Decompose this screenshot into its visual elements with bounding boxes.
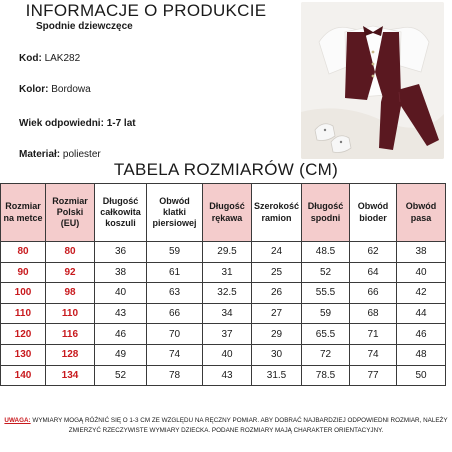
table-cell: 29 — [252, 324, 302, 345]
spec-code — [19, 53, 80, 64]
table-cell: 43 — [203, 365, 252, 386]
table-cell: 34 — [203, 303, 252, 324]
table-cell: 43 — [95, 303, 147, 324]
table-cell: 50 — [397, 365, 446, 386]
table-cell: 59 — [147, 242, 203, 263]
table-cell: 44 — [397, 303, 446, 324]
cell-size-label: 100 — [1, 283, 46, 304]
table-cell: 40 — [203, 344, 252, 365]
product-subtitle: Spodnie dziewczęce — [36, 21, 133, 32]
table-row — [1, 365, 446, 386]
page-title: INFORMACJE O PRODUKCIE — [25, 1, 267, 20]
table-cell: 78.5 — [302, 365, 350, 386]
header-size-label: Rozmiar na metce — [1, 184, 46, 242]
suit-photo-icon — [301, 2, 444, 159]
size-table-header-row — [1, 184, 446, 242]
table-cell: 42 — [397, 283, 446, 304]
table-cell: 70 — [147, 324, 203, 345]
header-sleeve-length: Długość rękawa — [203, 184, 252, 242]
size-table-body — [1, 242, 446, 386]
table-cell: 65.5 — [302, 324, 350, 345]
product-photo — [301, 2, 444, 159]
table-cell: 31.5 — [252, 365, 302, 386]
table-cell: 61 — [147, 262, 203, 283]
header-shoulder-width: Szerokość ramion — [252, 184, 302, 242]
table-cell: 71 — [350, 324, 397, 345]
cell-polish-size: 128 — [46, 344, 95, 365]
table-cell: 25 — [252, 262, 302, 283]
table-cell: 37 — [203, 324, 252, 345]
table-row — [1, 344, 446, 365]
cell-polish-size: 134 — [46, 365, 95, 386]
table-cell: 68 — [350, 303, 397, 324]
table-cell: 38 — [397, 242, 446, 263]
spec-color-label: Kolor: — [19, 84, 49, 95]
cell-size-label: 120 — [1, 324, 46, 345]
table-cell: 49 — [95, 344, 147, 365]
cell-polish-size: 116 — [46, 324, 95, 345]
header-pants-length: Długość spodni — [302, 184, 350, 242]
cell-polish-size: 98 — [46, 283, 95, 304]
header-hips: Obwód bioder — [350, 184, 397, 242]
table-row — [1, 303, 446, 324]
table-row — [1, 242, 446, 263]
header-shirt-length: Długość całkowita koszuli — [95, 184, 147, 242]
table-row — [1, 283, 446, 304]
table-cell: 77 — [350, 365, 397, 386]
cell-size-label: 140 — [1, 365, 46, 386]
table-cell: 52 — [95, 365, 147, 386]
spec-material — [19, 149, 101, 160]
table-row — [1, 262, 446, 283]
header-waist: Obwód pasa — [397, 184, 446, 242]
table-cell: 55.5 — [302, 283, 350, 304]
warning-label: UWAGA: — [4, 417, 31, 424]
table-cell: 36 — [95, 242, 147, 263]
table-cell: 74 — [147, 344, 203, 365]
header-chest: Obwód klatki piersiowej — [147, 184, 203, 242]
table-cell: 66 — [350, 283, 397, 304]
spec-code-label: Kod: — [19, 53, 42, 64]
table-cell: 62 — [350, 242, 397, 263]
spec-code-value: LAK282 — [44, 53, 81, 64]
cell-size-label: 130 — [1, 344, 46, 365]
size-table-title: TABELA ROZMIARÓW (CM) — [113, 160, 339, 179]
table-cell: 59 — [302, 303, 350, 324]
table-cell: 26 — [252, 283, 302, 304]
table-cell: 72 — [302, 344, 350, 365]
table-cell: 74 — [350, 344, 397, 365]
cell-polish-size: 92 — [46, 262, 95, 283]
table-cell: 32.5 — [203, 283, 252, 304]
table-cell: 46 — [95, 324, 147, 345]
spec-age-label: Wiek odpowiedni: — [19, 118, 104, 129]
table-cell: 46 — [397, 324, 446, 345]
spec-color — [19, 84, 91, 95]
cell-polish-size: 80 — [46, 242, 95, 263]
spec-age — [19, 118, 136, 129]
cell-size-label: 90 — [1, 262, 46, 283]
spec-color-value: Bordowa — [51, 84, 91, 95]
table-cell: 78 — [147, 365, 203, 386]
table-cell: 27 — [252, 303, 302, 324]
size-table — [0, 183, 446, 386]
spec-age-value: 1-7 lat — [106, 118, 136, 129]
table-cell: 48.5 — [302, 242, 350, 263]
spec-material-label: Materiał: — [19, 149, 61, 160]
table-cell: 40 — [95, 283, 147, 304]
disclaimer-note — [3, 416, 449, 436]
table-cell: 64 — [350, 262, 397, 283]
header-polish-size: Rozmiar Polski (EU) — [46, 184, 95, 242]
table-cell: 40 — [397, 262, 446, 283]
table-row — [1, 324, 446, 345]
table-cell: 63 — [147, 283, 203, 304]
table-cell: 66 — [147, 303, 203, 324]
table-cell: 29.5 — [203, 242, 252, 263]
table-cell: 24 — [252, 242, 302, 263]
table-cell: 48 — [397, 344, 446, 365]
table-cell: 52 — [302, 262, 350, 283]
table-cell: 30 — [252, 344, 302, 365]
cell-size-label: 110 — [1, 303, 46, 324]
warning-text: WYMIARY MOGĄ RÓŻNIĆ SIĘ O 1-3 CM ZE WZGLĘDU NA RĘCZNY POMIAR. ABY DOBRAĆ NAJBARDZIEJ ODPOWIEDNI ROZMIAR, NALEŻY ZMIERZYĆ RZECZYWISTE WYMIARY DZIECKA. PODANE ROZMIARY MAJĄ CHARAKTER ORIENTACYJNY. — [30, 417, 448, 434]
cell-polish-size: 110 — [46, 303, 95, 324]
table-cell: 31 — [203, 262, 252, 283]
cell-size-label: 80 — [1, 242, 46, 263]
spec-material-value: poliester — [62, 149, 101, 160]
table-cell: 38 — [95, 262, 147, 283]
